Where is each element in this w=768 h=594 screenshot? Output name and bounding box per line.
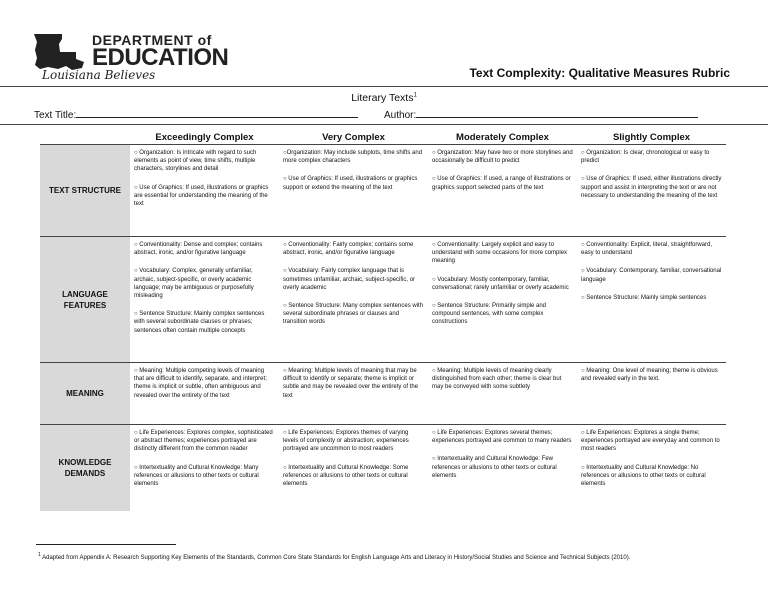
criterion-checkbox[interactable]: ○ Sentence Structure: Mainly simple sentences xyxy=(581,294,707,301)
cell xyxy=(279,363,428,425)
criterion-checkbox[interactable]: ○ Conventionality: Fairly complex; contains some abstract, ironic, and/or figurative language xyxy=(283,242,414,257)
row-label-meaning: MEANING xyxy=(40,363,130,425)
criterion-checkbox[interactable]: ○ Sentence Structure: Primarily simple and compound sentences, with some complex constructions xyxy=(432,303,547,326)
criterion-checkbox[interactable]: ○ Use of Graphics: If used, illustrations or graphics are essential for understanding the meaning of the text xyxy=(134,184,269,208)
footnote-mark: 1 xyxy=(38,552,41,558)
louisiana-doe-logo xyxy=(32,30,229,86)
column-header-slightly-complex: Slightly Complex xyxy=(612,131,691,143)
cell xyxy=(577,425,726,511)
cell xyxy=(428,145,577,237)
column-header-very-complex: Very Complex xyxy=(322,131,385,143)
cell xyxy=(130,237,279,363)
criterion-checkbox[interactable]: ○ Life Experiences: Explores complex, sophisticated or abstract themes; experiences portrayed are distinctly different from the common reader xyxy=(134,430,273,453)
criterion-checkbox[interactable]: ○ Organization: Is clear, chronological or easy to predict xyxy=(581,150,710,165)
criterion-checkbox[interactable]: ○ Vocabulary: Complex, generally unfamiliar, archaic, subject-specific, or overly academic language; may be ambiguous or purposefully misleading xyxy=(134,268,254,300)
cell xyxy=(130,145,279,237)
cell xyxy=(577,237,726,363)
criterion-checkbox[interactable]: ○ Meaning: One level of meaning; theme is obvious and revealed early in the text. xyxy=(581,368,718,383)
criterion-checkbox[interactable]: ○ Use of Graphics: If used, illustrations or graphics support or extend the meaning of the text xyxy=(283,176,418,191)
footnote-rule xyxy=(36,544,176,545)
criterion-checkbox[interactable]: ○ Sentence Structure: Many complex sentences with several subordinate phrases or clauses and transition words xyxy=(283,303,424,326)
column-header-row xyxy=(40,130,726,145)
row-label-knowledge-demands: KNOWLEDGE DEMANDS xyxy=(40,425,130,511)
footnote xyxy=(38,551,728,563)
literary-texts-label: Literary Texts xyxy=(351,92,414,104)
cell xyxy=(130,363,279,425)
criterion-checkbox[interactable]: ○ Life Experiences: Explores a single theme; experiences portrayed are everyday and common to most readers xyxy=(581,430,720,453)
criterion-checkbox[interactable]: ○ Vocabulary: Contemporary, familiar, conversational language xyxy=(581,268,722,283)
criterion-checkbox[interactable]: ○ Conventionality: Largely explicit and easy to understand with some occasions for more complex meaning xyxy=(432,242,568,265)
cell xyxy=(279,237,428,363)
criterion-checkbox[interactable]: ○ Sentence Structure: Mainly complex sentences with several subordinate clauses or phrases; sentences often contain multiple concepts xyxy=(134,311,265,334)
fields-rule xyxy=(0,124,768,125)
criterion-checkbox[interactable]: ○ Intertextuality and Cultural Knowledge: Some references or allusions to other texts or cultural elements xyxy=(283,464,409,488)
rubric-table xyxy=(40,130,726,511)
criterion-checkbox[interactable]: ○ Organization: May have two or more storylines and occasionally be difficult to predict xyxy=(432,150,573,165)
text-title-blank[interactable] xyxy=(76,108,358,118)
header-rule xyxy=(0,86,768,87)
criterion-checkbox[interactable]: ○ Life Experiences: Explores several themes; experiences portrayed are common to many readers xyxy=(432,430,572,445)
criterion-checkbox[interactable]: ○ Conventionality: Explicit, literal, straightforward, easy to understand xyxy=(581,242,713,257)
criterion-checkbox[interactable]: ○ Meaning: Multiple levels of meaning clearly distinguished from each other; theme is clear but may be conveyed with some subtlety xyxy=(432,368,562,391)
criterion-checkbox[interactable]: ○ Organization: Is intricate with regard to such elements as point of view, time shifts, multiple characters, storylines and detail xyxy=(134,150,257,173)
cell xyxy=(428,363,577,425)
footnote-reference: 1 xyxy=(413,92,417,99)
column-header-exceedingly-complex: Exceedingly Complex xyxy=(155,131,254,143)
louisiana-state-icon xyxy=(32,32,88,72)
cell xyxy=(279,425,428,511)
logo-department-text: DEPARTMENT of xyxy=(92,32,212,48)
column-header-moderately-complex: Moderately Complex xyxy=(456,131,549,143)
criterion-checkbox[interactable]: ○ Life Experiences: Explores themes of varying levels of complexity or abstraction; experiences portrayed are uncommon to most readers xyxy=(283,430,409,453)
row-text-structure xyxy=(40,145,726,237)
document-title: Text Complexity: Qualitative Measures Rubric xyxy=(469,66,730,80)
author-label: Author: xyxy=(384,110,417,121)
criterion-checkbox[interactable]: ○ Intertextuality and Cultural Knowledge: Many references or allusions to other texts or cultural elements xyxy=(134,464,259,488)
text-title-field[interactable] xyxy=(34,108,358,121)
cell xyxy=(130,425,279,511)
criterion-checkbox[interactable]: ○ Conventionality: Dense and complex; contains abstract, ironic, and/or figurative language xyxy=(134,242,263,257)
row-label-text-structure: TEXT STRUCTURE xyxy=(40,145,130,237)
cell xyxy=(577,145,726,237)
cell xyxy=(428,237,577,363)
cell xyxy=(428,425,577,511)
criterion-checkbox[interactable]: ○ Vocabulary: Mostly contemporary, familiar, conversational; rarely unfamiliar or overly academic xyxy=(432,276,569,291)
row-knowledge-demands xyxy=(40,425,726,511)
criterion-checkbox[interactable]: ○ Use of Graphics: If used, a range of illustrations or graphics support selected parts of the text xyxy=(432,176,571,191)
author-field[interactable] xyxy=(384,108,698,121)
text-title-label: Text Title: xyxy=(34,110,77,121)
criterion-checkbox[interactable]: ○ Use of Graphics: If used, either illustrations directly support and assist in interpreting the text or are not necessary to understanding the meaning of the text xyxy=(581,176,722,199)
logo-tagline: Louisiana Believes xyxy=(42,68,156,82)
cell xyxy=(577,363,726,425)
row-label-language-features: LANGUAGE FEATURES xyxy=(40,237,130,363)
literary-texts-heading xyxy=(0,92,768,104)
criterion-checkbox[interactable]: ○ Intertextuality and Cultural Knowledge: No references or allusions to other texts or cultural elements xyxy=(581,464,706,488)
criterion-checkbox[interactable]: ○ Intertextuality and Cultural Knowledge: Few references or allusions to other texts or cultural elements xyxy=(432,456,557,479)
row-meaning xyxy=(40,363,726,425)
row-language-features xyxy=(40,237,726,363)
cell xyxy=(279,145,428,237)
criterion-checkbox[interactable]: ○ Meaning: Multiple competing levels of meaning that are difficult to identify, separate, and interpret; theme is implicit or subtle, often ambiguous and revealed over the entirety of the text xyxy=(134,368,267,399)
criterion-checkbox[interactable]: ○Organization: May include subplots, time shifts and more complex characters xyxy=(283,150,423,165)
criterion-checkbox[interactable]: ○ Meaning: Multiple levels of meaning that may be difficult to identify or separate; theme is implicit or subtle and may be revealed over the entirety of the text xyxy=(283,368,419,399)
corner-cell xyxy=(40,130,130,145)
author-blank[interactable] xyxy=(416,108,698,118)
criterion-checkbox[interactable]: ○ Vocabulary: Fairly complex language that is sometimes unfamiliar, archaic, subject-specific, or overly academic xyxy=(283,268,416,291)
footnote-text: Adapted from Appendix A: Research Supporting Key Elements of the Standards, Common Core State Standards for English Language Arts and Literacy in History/Social Studies and Science and Technical Subjects (2010). xyxy=(42,555,631,561)
logo-education-text: EDUCATION xyxy=(92,44,229,71)
